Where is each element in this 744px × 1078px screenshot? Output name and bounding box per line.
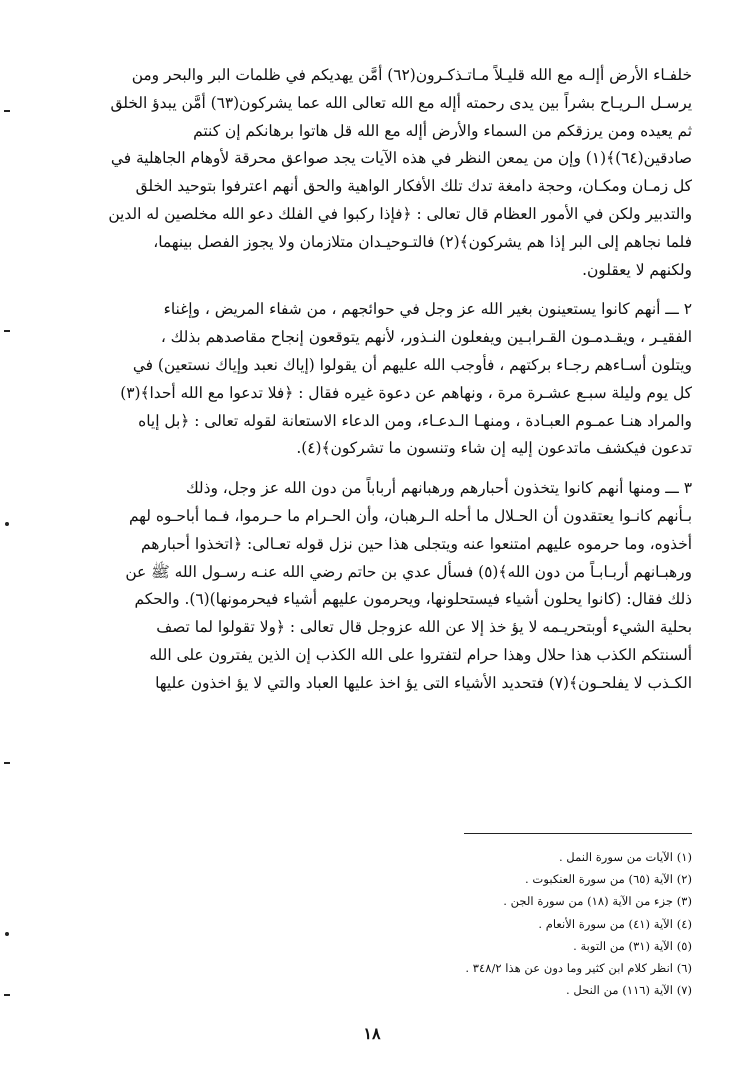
footnote: (١) الآيات من سورة النمل . [558, 850, 692, 864]
text-line: الفقيـر ، ويقـدمـون القـرابـين ويفعلون النـذور، لأنهم يتوقعون إنجاح مقاصدهم بذلك ، [160, 328, 692, 347]
text-line: ذلك فقال: (كانوا يحلون أشياء فيستحلونها، ويحرمون عليهم أشياء فيحرمونها)(٦). والحكم [134, 590, 692, 609]
paragraph-1 [80, 62, 692, 284]
text-line: كل يوم وليلة سبـع عشـرة مرة ، ونهاهم عن دعوة غيره فقال : ﴿فلا تدعوا مع الله أحدا﴾(٣) [120, 383, 692, 402]
paragraph-2 [80, 296, 692, 463]
text-line: والتدبير ولكن في الأمور العظام قال تعالى : ﴿فإذا ركبوا في الفلك دعو الله مخلصين له الدين [108, 204, 692, 223]
text-line: ولكنهم لا يعقلون. [582, 260, 692, 279]
text-line: فلما نجاهم إلى البر إذا هم يشركون﴾(٢) فالتـوحيـدان متلازمان ولا يجوز الفصل بينهما، [153, 232, 692, 251]
footnote: (٢) الآية (٦٥) من سورة العنكبوت . [525, 872, 692, 887]
footnote: (٤) الآية (٤١) من سورة الأنعام . [538, 916, 692, 931]
margin-mark [5, 522, 9, 526]
paragraph-3 [80, 475, 692, 697]
footnote: (٦) انظر كلام ابن كثير وما دون عن هذا ٣٤٨/٢ . [465, 961, 692, 976]
footnote-separator [464, 833, 692, 834]
margin-mark [4, 110, 10, 112]
text-line: ويتلون أسـاءهم رجـاء بركتهم ، فأوجب الله عليهم أن يقولوا (إياك نعبد وإياك نستعين) في [132, 355, 692, 374]
text-line: ثم يعيده ومن يرزقكم من السماء والأرض أإله مع الله قل هاتوا برهانكم إن كنتم [193, 121, 692, 140]
text-line: صادقين(٦٤)﴾(١) وإن من يمعن النظر في هذه الآيات يجد صواعق محرقة لأوهام الجاهلية في [110, 149, 692, 168]
text-line: بحلية الشيء أوبتحريـمه لا يؤ خذ إلا عن الله عزوجل قال تعالى : ﴿ولا تقولوا لما تصف [156, 618, 692, 637]
margin-mark [4, 994, 10, 996]
footnote: (٥) الآية (٣١) من التوبة . [573, 938, 692, 953]
text-line: تدعون فيكشف ماتدعون إليه إن شاء وتنسون ما تشركون﴾(٤). [296, 439, 692, 458]
text-line: ورهبـانهم أربـابـاً من دون الله﴾(٥) فسأل عدي بن حاتم رضي الله عنـه رسـول الله ﷺ عن [125, 562, 692, 581]
text-line: والمراد هنـا عمـوم العبـادة ، ومنهـا الـدعـاء، ومن الدعاء الاستعانة لقوله تعالى : ﴿بل إياه [138, 411, 692, 430]
margin-mark [4, 330, 10, 332]
text-line: ٣ ـــ ومنها أنهم كانوا يتخذون أحبارهم ورهبانهم أرباباً من دون الله عز وجل، وذلك [185, 479, 692, 498]
text-line: كل زمـان ومكـان، وحجة دامغة تدك تلك الأفكار الواهية والحق أنهم اعترفوا بتوحيد الخلق [135, 177, 692, 196]
footnote: (٣) جزء من الآية (١٨) من سورة الجن . [503, 894, 692, 909]
text-line: ألسنتكم الكذب هذا حلال وهذا حرام لتفتروا على الله الكذب إن الذين يفترون على الله [149, 645, 692, 664]
text-line: أخذوه، وما حرموه عليهم امتنعوا عنه ويتجلى هذا حين نزل قوله تعـالى: ﴿اتخذوا أحبارهم [141, 534, 692, 553]
margin-mark [5, 932, 9, 936]
text-line: يرسـل الـريـاح بشراً بين يدى رحمته أإله مع الله تعالى الله عما يشركون(٦٣) أمَّن يبدؤ الخلق [110, 93, 692, 112]
main-text [80, 62, 692, 698]
text-line: خلفـاء الأرض أإلـه مع الله قليـلاً مـاتـذكـرون(٦٢) أمَّن يهديكم في ظلمات البر والبحر ومن [131, 66, 692, 84]
text-line: الكـذب لا يفلحـون﴾(٧) فتحديد الأشياء التى يؤ اخذ عليها العباد والتي لا يؤ اخذون عليها [155, 673, 692, 692]
footnote: (٧) الآية (١١٦) من النحل . [566, 983, 692, 998]
page-number: ١٨ [363, 1024, 381, 1043]
text-line: ٢ ـــ أنهم كانوا يستعينون بغير الله عز وجل في حوائجهم ، من شفاء المريض ، وإغناء [163, 300, 692, 319]
text-line: بـأنهم كانـوا يعتقدون أن الحـلال ما أحله الـرهبان، وأن الحـرام ما حـرموا، فـما أباحـوه لهم [128, 506, 692, 525]
margin-mark [4, 762, 10, 764]
footnotes [132, 846, 692, 1001]
